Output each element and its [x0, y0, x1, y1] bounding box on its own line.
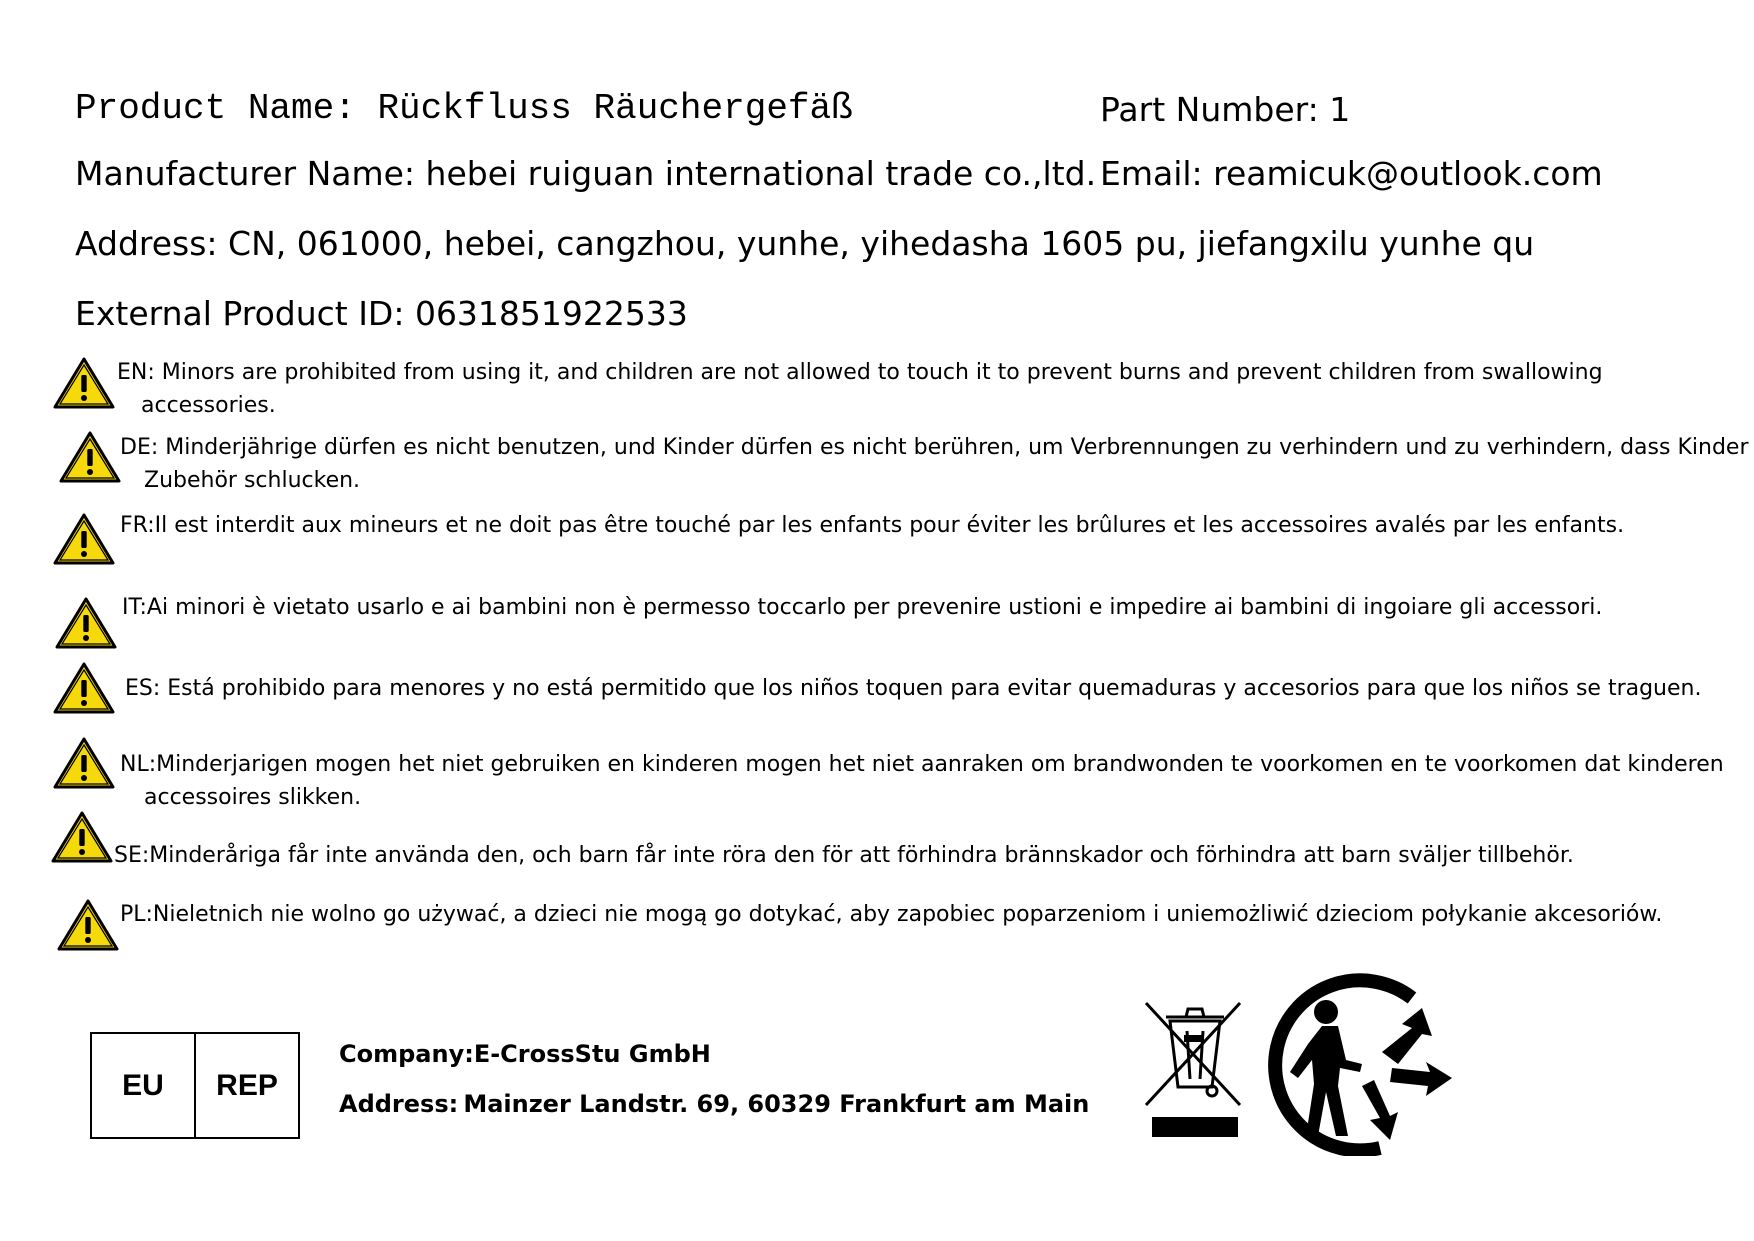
manufacturer-name: Manufacturer Name: hebei ruiguan international trade co.,ltd. [75, 154, 1097, 193]
warning-triangle-icon [50, 810, 114, 864]
eu-label: EU [92, 1034, 196, 1137]
warning-triangle-icon [54, 596, 118, 650]
warning-triangle-icon [52, 661, 116, 715]
rep-label: REP [216, 1068, 278, 1102]
eu-rep-address-label: Address: [339, 1090, 459, 1118]
eu-rep-company: Company:E-CrossStu GmbH [339, 1040, 711, 1068]
warning-text-en: EN: Minors are prohibited from using it, and children are not allowed to touch it to prevent burns and prevent children from swallowing accessories. [117, 360, 1603, 418]
eu-rep-address-value: Mainzer Landstr. 69, 60329 Frankfurt am Main [463, 1090, 1090, 1118]
warning-text-it: IT:Ai minori è vietato usarlo e ai bambini non è permesso toccarlo per prevenire ustioni e impedire ai bambini di ingoiare gli accessori. [122, 595, 1603, 620]
warning-triangle-icon [52, 512, 116, 566]
warning-text-pl: PL:Nieletnich nie wolno go używać, a dzieci nie mogą go dotykać, aby zapobiec poparzeniom i uniemożliwić dzieciom połykanie akcesoriów. [120, 902, 1663, 927]
eu-rep-box [90, 1032, 300, 1139]
warning-triangle-icon [52, 736, 116, 790]
address: Address: CN, 061000, hebei, cangzhou, yunhe, yihedasha 1605 pu, jiefangxilu yunhe qu [75, 224, 1535, 263]
warning-text-se: SE:Minderåriga får inte använda den, och barn får inte röra den för att förhindra brännskador och förhindra att barn sväljer tillbehör. [114, 843, 1574, 868]
product-name: Product Name: Rückfluss Räuchergefäß [75, 88, 853, 129]
warning-triangle-icon [52, 356, 116, 410]
warning-text-de: DE: Minderjährige dürfen es nicht benutzen, und Kinder dürfen es nicht berühren, um Verbrennungen zu verhindern und zu verhindern, dass Kinder Zubehör schlucken. [120, 435, 1749, 493]
part-number: Part Number: 1 [1100, 90, 1351, 129]
external-product-id: External Product ID: 0631851922533 [75, 294, 688, 333]
warning-text-nl: NL:Minderjarigen mogen het niet gebruiken en kinderen mogen het niet aanraken om brandwonden te voorkomen en te voorkomen dat kinderen accessoires slikken. [120, 752, 1724, 810]
eu-rep-address [339, 1090, 1089, 1118]
warning-text-fr: FR:Il est interdit aux mineurs et ne doit pas être touché par les enfants pour éviter les brûlures et les accessoires avalés par les enfants. [120, 513, 1625, 538]
weee-crossed-bin-icon [1140, 995, 1250, 1140]
email: Email: reamicuk@outlook.com [1100, 154, 1603, 193]
warning-text-es: ES: Está prohibido para menores y no está permitido que los niños toquen para evitar quemaduras y accesorios para que los niños se traguen. [125, 676, 1702, 701]
warning-triangle-icon [56, 898, 120, 952]
triman-recycling-icon [1262, 968, 1457, 1156]
warning-triangle-icon [58, 430, 122, 484]
